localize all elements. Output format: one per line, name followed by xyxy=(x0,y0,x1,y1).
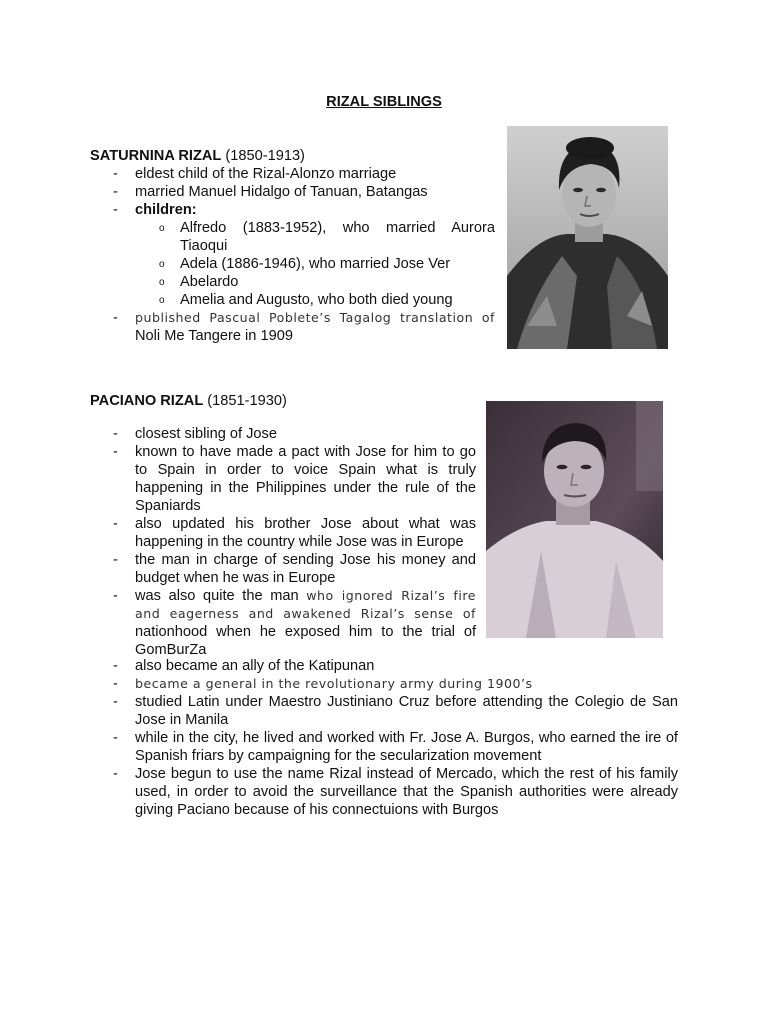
paciano-heading xyxy=(90,392,390,410)
saturnina-heading xyxy=(90,147,495,165)
list-item: - known to have made a pact with Jose for him to go to Spain in order to voice Spain what is truly happening in the Philippines under the rule of the Spaniards xyxy=(90,443,476,515)
general-text: became a general in the revolutionary army during 1900’s xyxy=(135,676,533,691)
list-item: - closest sibling of Jose xyxy=(90,425,476,443)
list-item: - also updated his brother Jose about what was happening in the country while Jose was in Europe xyxy=(90,515,476,551)
children-list xyxy=(135,219,495,309)
list-item: - married Manuel Hidalgo of Tanuan, Batangas xyxy=(90,183,495,201)
paciano-photo xyxy=(486,401,663,638)
paciano-years: (1851-1930) xyxy=(207,393,287,409)
paciano-list xyxy=(90,425,476,659)
list-item: - studied Latin under Maestro Justiniano Cruz before attending the Colegio de San Jose in Manila xyxy=(90,693,678,729)
list-item: - also became an ally of the Katipunan xyxy=(90,657,678,675)
list-item: - while in the city, he lived and worked with Fr. Jose A. Burgos, who earned the ire of Spanish friars by campaigning for the secularization movement xyxy=(90,729,678,765)
paciano-name: PACIANO RIZAL xyxy=(90,393,204,409)
saturnina-years: (1850-1913) xyxy=(225,148,305,164)
child-item: o Abelardo xyxy=(135,273,495,291)
published-text-1: - published Pascual Poblete’s Tagalog translation of xyxy=(135,310,495,325)
page-title: RIZAL SIBLINGS xyxy=(326,94,442,110)
child-item: o Alfredo (1883-1952), who married Aurora Tiaoqui xyxy=(135,219,495,255)
paciano-list-continued xyxy=(90,657,678,819)
ignored-text-2: who ignored Rizal’s fire and eagerness and awakened Rizal’s sense of xyxy=(135,588,476,621)
saturnina-photo xyxy=(507,126,668,349)
child-item: o Amelia and Augusto, who both died young xyxy=(135,291,495,309)
paciano-heading-block xyxy=(90,392,390,410)
children-label: children: xyxy=(135,202,197,218)
list-item: - the man in charge of sending Jose his money and budget when he was in Europe xyxy=(90,551,476,587)
children-item xyxy=(90,201,495,309)
saturnina-section xyxy=(90,147,495,345)
saturnina-list xyxy=(90,165,495,345)
ignored-item xyxy=(90,587,476,659)
paciano-list-narrow xyxy=(90,425,476,659)
list-item: - eldest child of the Rizal-Alonzo marriage xyxy=(90,165,495,183)
list-item: - Jose begun to use the name Rizal instead of Mercado, which the rest of his family used, in order to avoid the surveillance that the Spanish authorities were already giving Paciano because of his connectuions with Burgos xyxy=(90,765,678,819)
ignored-text-3: nationhood when he exposed him to the trial of GomBurZa xyxy=(135,624,476,658)
list-item xyxy=(90,675,678,693)
paciano-list-wide xyxy=(90,657,678,819)
saturnina-name: SATURNINA RIZAL xyxy=(90,148,222,164)
published-text-2: Noli Me Tangere in 1909 xyxy=(135,328,293,344)
child-item: o Adela (1886-1946), who married Jose Ver xyxy=(135,255,495,273)
ignored-text-1: was also quite the man xyxy=(135,588,299,604)
published-item xyxy=(90,309,495,345)
